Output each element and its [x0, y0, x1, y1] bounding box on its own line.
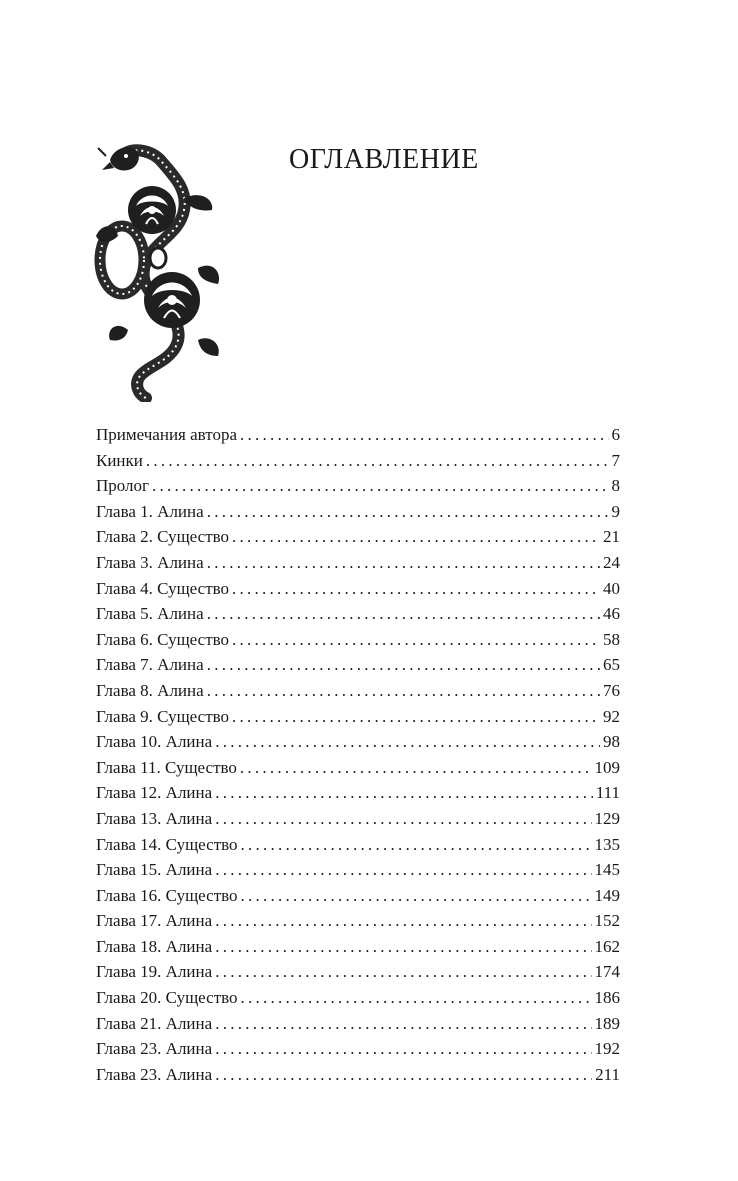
- toc-entry-page: 189: [594, 1013, 620, 1033]
- toc-entry-page: 186: [594, 988, 620, 1008]
- toc-entry-label: Глава 21. Алина: [96, 1013, 213, 1033]
- toc-entry-label: Глава 4. Существо: [96, 578, 230, 598]
- toc-entry: [96, 908, 620, 934]
- toc-entry-page: 46: [603, 604, 620, 624]
- toc-entry-label: Глава 6. Существо: [96, 629, 230, 649]
- toc-entry: [96, 524, 620, 550]
- toc-entry: [96, 934, 620, 960]
- toc-entry-label: Глава 20. Существо: [96, 988, 238, 1008]
- dot-leader: [207, 652, 600, 678]
- toc-entry: [96, 832, 620, 858]
- toc-entry-page: 111: [595, 783, 620, 803]
- toc-entry-label: Пролог: [96, 476, 150, 496]
- dot-leader: [215, 908, 591, 934]
- toc-entry-page: 7: [611, 450, 620, 470]
- toc-entry: [96, 448, 620, 474]
- toc-entry: [96, 576, 620, 602]
- toc-entry-page: 9: [611, 501, 620, 521]
- toc-entry-label: Глава 18. Алина: [96, 936, 213, 956]
- dot-leader: [152, 473, 608, 499]
- toc-entry-label: Глава 11. Существо: [96, 757, 237, 777]
- toc-entry-label: Глава 23. Алина: [96, 1064, 213, 1084]
- toc-entry-label: Глава 16. Существо: [96, 885, 238, 905]
- toc-entry: [96, 704, 620, 730]
- toc-entry-page: 6: [611, 425, 620, 444]
- toc-entry: [96, 883, 620, 909]
- toc-entry: [96, 1062, 620, 1088]
- toc-entry-page: 152: [594, 911, 620, 931]
- dot-leader: [215, 729, 600, 755]
- dot-leader: [215, 934, 591, 960]
- toc-entry-label: Кинки: [96, 450, 143, 470]
- toc-entry: [96, 857, 620, 883]
- toc-entry: [96, 652, 620, 678]
- dot-leader: [241, 883, 592, 909]
- toc-entry-label: Глава 23. Алина: [96, 1039, 213, 1059]
- toc-entry: [96, 1011, 620, 1037]
- toc-entry: [96, 780, 620, 806]
- toc-entry-page: 8: [611, 476, 620, 496]
- toc-entry-label: Глава 3. Алина: [96, 552, 204, 572]
- dot-leader: [241, 985, 592, 1011]
- toc-entry-label: Глава 15. Алина: [96, 860, 213, 880]
- toc-entry-label: Глава 1. Алина: [96, 501, 204, 521]
- dot-leader: [207, 550, 600, 576]
- toc-entry-page: 21: [603, 527, 620, 547]
- toc-entry: [96, 422, 620, 448]
- dot-leader: [215, 780, 593, 806]
- toc-entry-page: 162: [594, 936, 620, 956]
- dot-leader: [232, 576, 600, 602]
- toc-entry-label: Глава 7. Алина: [96, 655, 204, 675]
- toc-entry: [96, 499, 620, 525]
- toc-entry-label: Глава 8. Алина: [96, 680, 204, 700]
- toc-entry: [96, 959, 620, 985]
- toc-entry-page: 40: [603, 578, 620, 598]
- toc-entry-label: Глава 17. Алина: [96, 911, 213, 931]
- dot-leader: [215, 857, 591, 883]
- toc-entry: [96, 755, 620, 781]
- toc-entry-page: 129: [594, 808, 620, 828]
- dot-leader: [207, 678, 600, 704]
- toc-entry: [96, 806, 620, 832]
- toc-entry-label: Примечания автора: [96, 425, 238, 444]
- toc-entry: [96, 1036, 620, 1062]
- dot-leader: [215, 1062, 592, 1088]
- toc-entry-page: 24: [603, 552, 620, 572]
- dot-leader: [232, 627, 600, 653]
- toc-entry: [96, 678, 620, 704]
- toc-entry-page: 192: [594, 1039, 620, 1059]
- dot-leader: [207, 601, 600, 627]
- toc-entry-page: 76: [603, 680, 620, 700]
- toc-entry-page: 58: [603, 629, 620, 649]
- toc-entry: [96, 601, 620, 627]
- toc-entry: [96, 627, 620, 653]
- dot-leader: [232, 704, 600, 730]
- toc-entry-page: 98: [603, 732, 620, 752]
- toc-entry-page: 174: [594, 962, 620, 982]
- dot-leader: [215, 1011, 591, 1037]
- toc-entry-label: Глава 12. Алина: [96, 783, 213, 803]
- dot-leader: [232, 524, 600, 550]
- toc-entry: [96, 729, 620, 755]
- toc-entry: [96, 473, 620, 499]
- toc-entry-page: 109: [594, 757, 620, 777]
- toc-entry-label: Глава 2. Существо: [96, 527, 230, 547]
- toc-entry-page: 65: [603, 655, 620, 675]
- toc-entry-label: Глава 13. Алина: [96, 808, 213, 828]
- toc-entry-label: Глава 5. Алина: [96, 604, 204, 624]
- dot-leader: [215, 959, 591, 985]
- dot-leader: [215, 1036, 591, 1062]
- toc-entry-page: 92: [603, 706, 620, 726]
- dot-leader: [241, 832, 592, 858]
- toc-entry-label: Глава 19. Алина: [96, 962, 213, 982]
- toc-entry-page: 149: [594, 885, 620, 905]
- toc-entry-label: Глава 14. Существо: [96, 834, 238, 854]
- toc-entry-label: Глава 10. Алина: [96, 732, 213, 752]
- toc-entry-page: 145: [594, 860, 620, 880]
- page-title: ОГЛАВЛЕНИЕ: [289, 144, 479, 175]
- dot-leader: [146, 448, 609, 474]
- toc-entry-page: 211: [595, 1064, 620, 1084]
- table-of-contents: [96, 422, 620, 1087]
- toc-entry: [96, 985, 620, 1011]
- toc-entry-page: 135: [594, 834, 620, 854]
- toc-entry: [96, 550, 620, 576]
- dot-leader: [215, 806, 591, 832]
- snake-and-roses-icon: [88, 140, 228, 402]
- dot-leader: [240, 755, 592, 781]
- dot-leader: [240, 422, 608, 448]
- dot-leader: [207, 499, 609, 525]
- toc-entry-label: Глава 9. Существо: [96, 706, 230, 726]
